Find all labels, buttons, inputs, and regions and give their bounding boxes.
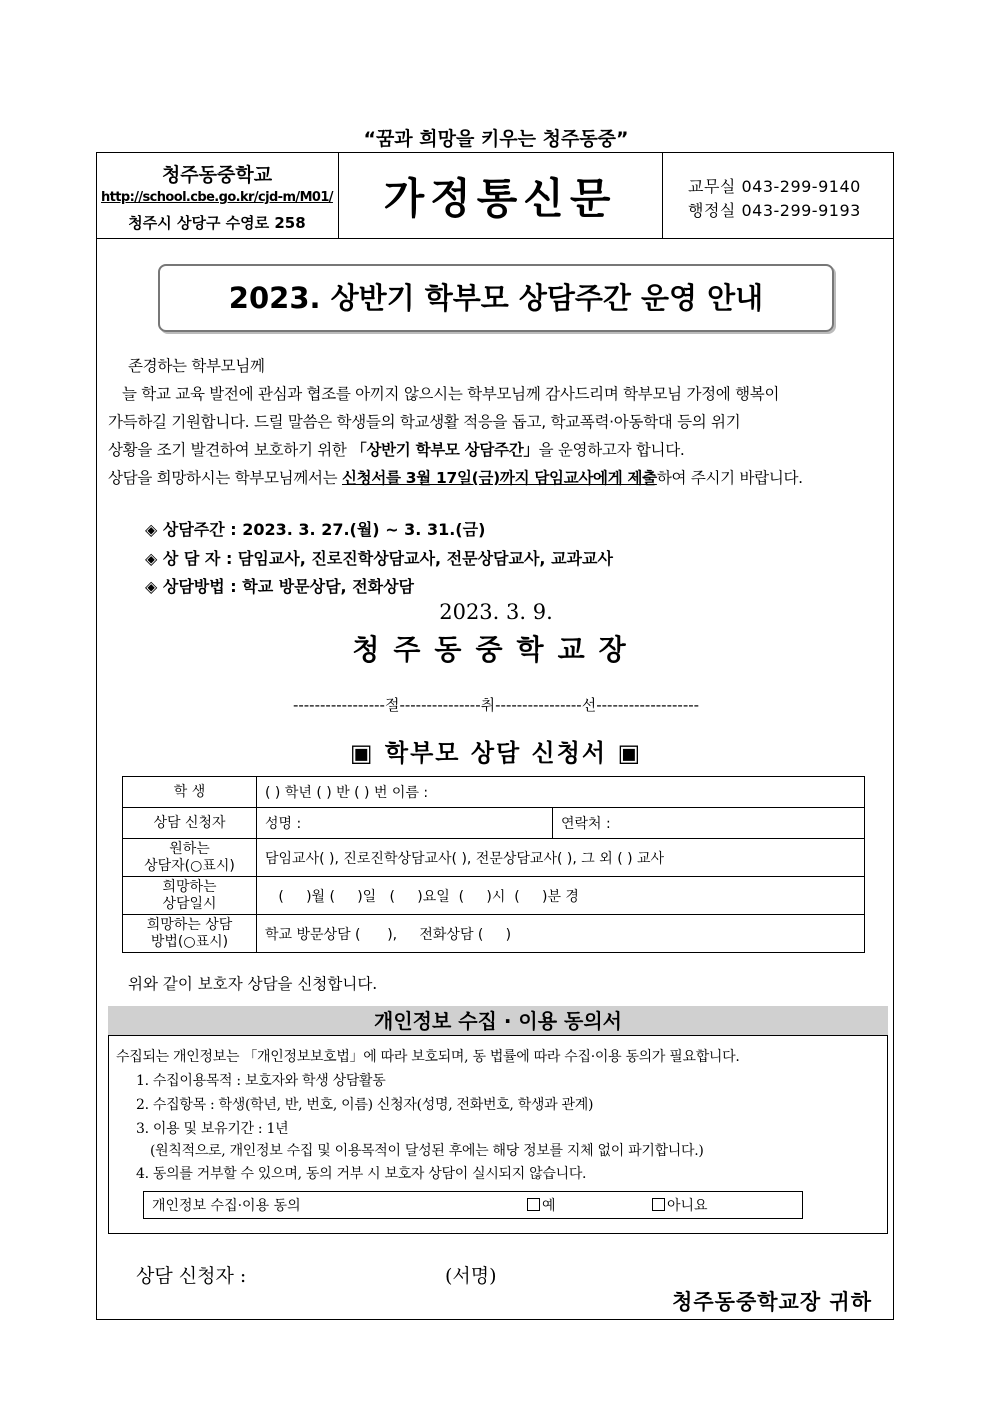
- school-url-link[interactable]: http://school.cbe.go.kr/cjd-m/M01/: [101, 190, 333, 205]
- info-consultation-period: ◈ 상담주간 : 2023. 3. 27.(월) ~ 3. 31.(금): [145, 520, 486, 539]
- table-row: [123, 839, 865, 877]
- signature-label: 상담 신청자 :: [136, 1265, 247, 1287]
- newsletter-title: 가정통신문: [383, 174, 617, 223]
- consent-no-option[interactable]: [652, 1195, 708, 1215]
- field-applicant-name[interactable]: 성명 :: [257, 808, 553, 839]
- table-row: [123, 877, 865, 915]
- body-line-4-pre: 상담을 희망하시는 학부모님께서는: [108, 469, 338, 487]
- signature-field[interactable]: (서명): [445, 1265, 497, 1287]
- field-desired-datetime[interactable]: ( )월 ( )일 ( )요일 ( )시 ( )분 경: [257, 877, 865, 915]
- application-table: [122, 776, 865, 953]
- table-row: [123, 915, 865, 953]
- header-col-divider-right: [662, 152, 663, 238]
- consent-no-label: 아니요: [667, 1198, 708, 1214]
- notice-title: 2023. 상반기 학부모 상담주간 운영 안내: [158, 264, 834, 332]
- school-motto: “꿈과 희망을 키우는 청주동중”: [363, 128, 629, 150]
- body-line-2: 가득하길 기원합니다. 드릴 말씀은 학생들의 학교생활 적응을 돕고, 학교폭력·아동학대 등의 위기: [108, 413, 741, 431]
- info-counselors: ◈ 상 담 자 : 담임교사, 진로진학상담교사, 전문상담교사, 교과교사: [145, 549, 613, 568]
- addressee: 청주동중학교장 귀하: [672, 1289, 872, 1314]
- consent-label: 개인정보 수집·이용 동의: [152, 1198, 301, 1214]
- body-line-4-post: 하여 주시기 바랍니다.: [656, 469, 803, 487]
- label-line: 원하는: [169, 840, 210, 857]
- label-line: 상담일시: [162, 895, 217, 912]
- privacy-item-3: 3. 이용 및 보유기간 : 1년: [136, 1121, 289, 1137]
- field-desired-counselor[interactable]: 담임교사( ), 진로진학상담교사( ), 전문상담교사( ), 그 외 ( ) 교사: [257, 839, 865, 877]
- cut-line: -----------------절---------------취----------------선-------------------: [292, 696, 700, 714]
- privacy-item-1: 1. 수집이용목적 : 보호자와 학생 상담활동: [136, 1073, 386, 1089]
- consent-yes-label: 예: [542, 1198, 556, 1214]
- privacy-item-4: 4. 동의를 거부할 수 있으며, 동의 거부 시 보호자 상담이 실시되지 않습니다.: [136, 1166, 587, 1182]
- principal-name: 청주동중학교장: [352, 633, 640, 666]
- label-student: 학 생: [123, 777, 257, 808]
- body-line-1: 늘 학교 교육 발전에 관심과 협조를 아끼지 않으시는 학부모님께 감사드리며 학부모님 가정에 행복이: [122, 385, 780, 403]
- label-applicant: 상담 신청자: [123, 808, 257, 839]
- body-line-3: [108, 438, 685, 460]
- field-desired-method[interactable]: 학교 방문상담 ( ), 전화상담 ( ): [257, 915, 865, 953]
- table-row: [123, 777, 865, 808]
- info-consultation-method: ◈ 상담방법 : 학교 방문상담, 전화상담: [145, 577, 415, 596]
- checkbox-no-icon[interactable]: [652, 1198, 665, 1211]
- greeting: 존경하는 학부모님께: [128, 357, 265, 375]
- privacy-consent-title: 개인정보 수집 · 이용 동의서: [108, 1006, 888, 1036]
- label-desired-counselor: [123, 839, 257, 877]
- school-address: 청주시 상당구 수영로 258: [128, 214, 306, 232]
- body-line-4: [108, 466, 803, 488]
- phone-admin-office: 행정실 043-299-9193: [688, 201, 861, 220]
- body-line-3-pre: 상황을 조기 발견하여 보호하기 위한: [108, 441, 347, 459]
- consultation-week-name: 「상반기 학부모 상담주간」: [351, 441, 539, 459]
- label-line: 상담자(○표시): [144, 857, 235, 874]
- field-student-info[interactable]: ( ) 학년 ( ) 반 ( ) 번 이름 :: [257, 777, 865, 808]
- label-line: 희망하는 상담: [146, 916, 233, 933]
- body-line-3-post: 을 운영하고자 합니다.: [538, 441, 685, 459]
- privacy-item-2: 2. 수집항목 : 학생(학년, 반, 번호, 이름) 신청자(성명, 전화번호, 학생과 관계): [136, 1097, 594, 1113]
- header-divider: [96, 238, 894, 239]
- label-line: 희망하는: [162, 878, 217, 895]
- table-row: [123, 808, 865, 839]
- label-desired-method: [123, 915, 257, 953]
- application-title: ▣ 학부모 상담 신청서 ▣: [349, 738, 643, 767]
- checkbox-yes-icon[interactable]: [527, 1198, 540, 1211]
- issue-date: 2023. 3. 9.: [439, 600, 553, 624]
- apply-statement: 위와 같이 보호자 상담을 신청합니다.: [128, 975, 378, 993]
- school-name: 청주동중학교: [161, 164, 273, 186]
- privacy-intro: 수집되는 개인정보는 「개인정보보호법」에 따라 보호되며, 동 법률에 따라 수집·이용 동의가 필요합니다.: [116, 1049, 740, 1065]
- label-desired-datetime: [123, 877, 257, 915]
- deadline-notice: 신청서를 3월 17일(금)까지 담임교사에게 제출: [342, 469, 657, 487]
- label-line: 방법(○표시): [150, 933, 229, 950]
- privacy-item-3-note: (원칙적으로, 개인정보 수집 및 이용목적이 달성된 후에는 해당 정보를 지체 없이 파기합니다.): [150, 1143, 704, 1159]
- consent-yes-option[interactable]: [527, 1195, 556, 1215]
- phone-academic-office: 교무실 043-299-9140: [688, 177, 861, 196]
- field-applicant-contact[interactable]: 연락처 :: [553, 808, 865, 839]
